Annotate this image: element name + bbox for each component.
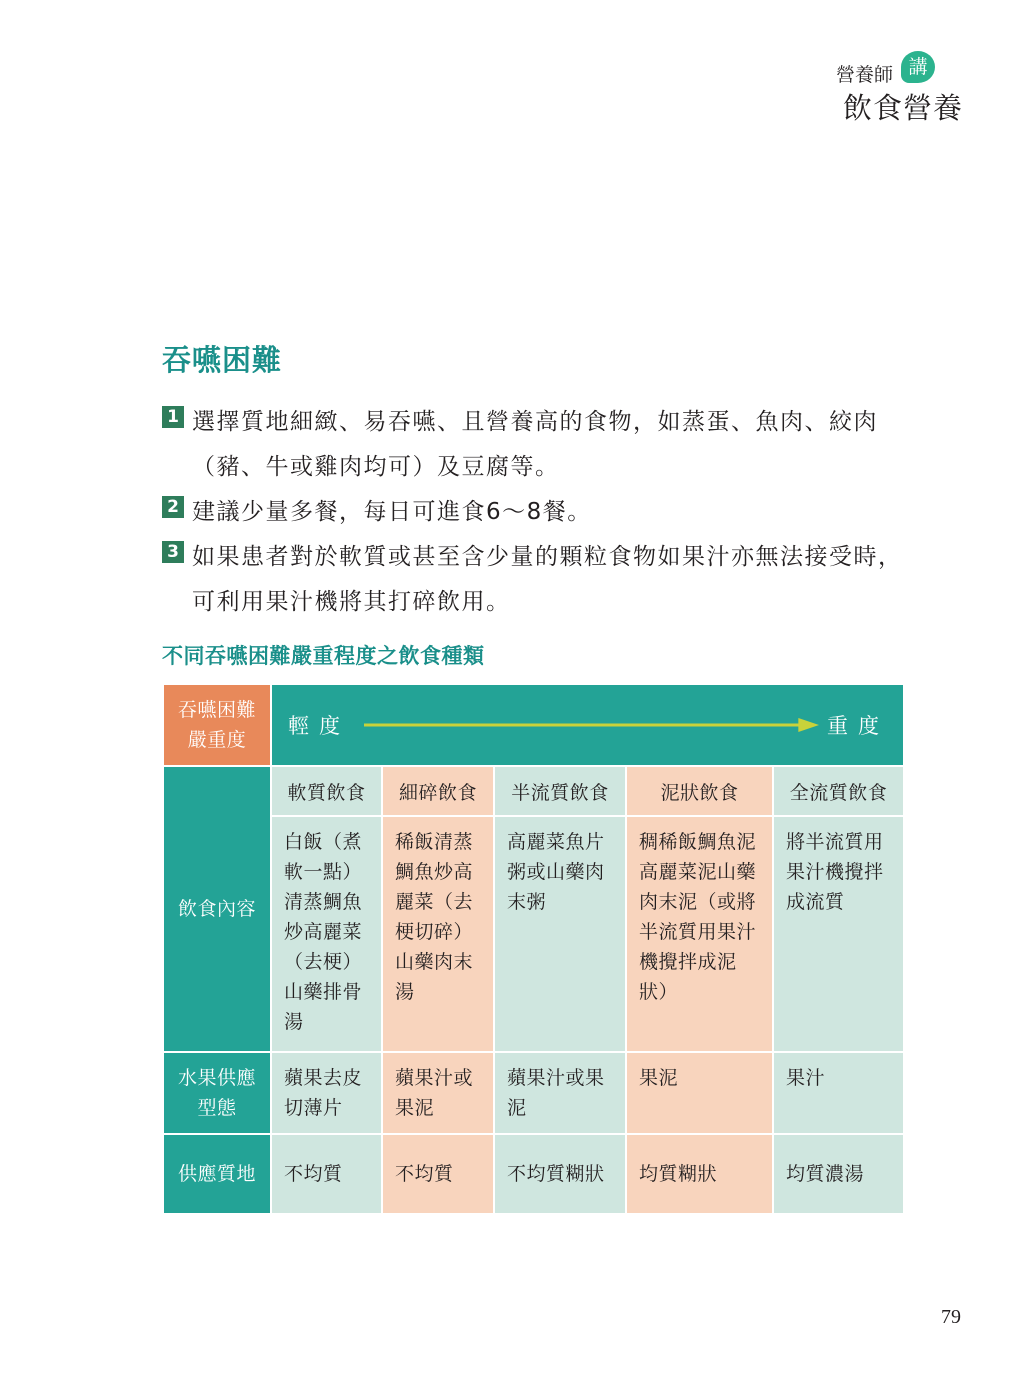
scale-mild-label: 輕度	[288, 714, 350, 738]
row-label: 供應質地	[163, 1134, 271, 1214]
table-row	[163, 684, 904, 766]
table-cell: 稀飯清蒸鯛魚炒高麗菜（去梗切碎）山藥肉末湯	[382, 816, 494, 1052]
list-item	[162, 490, 922, 535]
table-cell: 稠稀飯鯛魚泥高麗菜泥山藥肉末泥（或將半流質用果汁機攪拌成泥狀）	[626, 816, 773, 1052]
table-cell: 不均質	[271, 1134, 382, 1214]
severity-scale	[271, 684, 904, 766]
speech-bubble-icon: 講	[901, 51, 935, 83]
table-row	[163, 766, 904, 816]
table-row	[163, 816, 904, 1052]
column-header: 全流質飲食	[773, 766, 904, 816]
table-cell: 高麗菜魚片粥或山藥肉末粥	[494, 816, 626, 1052]
page-number: 79	[941, 1306, 961, 1328]
number-badge: 1	[162, 406, 184, 428]
table-cell: 蘋果去皮切薄片	[271, 1052, 382, 1134]
table-cell: 蘋果汁或果泥	[382, 1052, 494, 1134]
table-cell: 果泥	[626, 1052, 773, 1134]
row-label: 水果供應型態	[163, 1052, 271, 1134]
diet-table	[162, 683, 905, 1215]
series-label: 營養師	[835, 64, 893, 86]
table-cell: 均質糊狀	[626, 1134, 773, 1214]
tips-list	[162, 400, 922, 625]
series-title: 飲食營養	[842, 91, 963, 125]
table-cell: 果汁	[773, 1052, 904, 1134]
tip-text: 建議少量多餐，每日可進食6～8餐。	[192, 499, 592, 525]
row-label: 飲食內容	[163, 766, 271, 1052]
table-row	[163, 1052, 904, 1134]
list-item	[162, 400, 922, 490]
column-header: 軟質飲食	[271, 766, 382, 816]
table-cell: 不均質	[382, 1134, 494, 1214]
column-header: 半流質飲食	[494, 766, 626, 816]
section-title: 吞嚥困難	[162, 343, 283, 377]
table-row	[163, 1134, 904, 1214]
column-header: 細碎飲食	[382, 766, 494, 816]
book-series-logo	[793, 48, 963, 125]
arrow-right-icon	[364, 717, 819, 733]
table-cell: 不均質糊狀	[494, 1134, 626, 1214]
number-badge: 2	[162, 496, 184, 518]
severity-header: 吞嚥困難嚴重度	[163, 684, 271, 766]
tip-text: 選擇質地細緻、易吞嚥、且營養高的食物，如蒸蛋、魚肉、絞肉（豬、牛或雞肉均可）及豆腐等。	[192, 409, 878, 480]
table-cell: 白飯（煮軟一點）清蒸鯛魚炒高麗菜（去梗）山藥排骨湯	[271, 816, 382, 1052]
column-header: 泥狀飲食	[626, 766, 773, 816]
tip-text: 如果患者對於軟質或甚至含少量的顆粒食物如果汁亦無法接受時，可利用果汁機將其打碎飲用。	[192, 544, 903, 615]
scale-severe-label: 重度	[827, 714, 890, 738]
table-cell: 將半流質用果汁機攪拌成流質	[773, 816, 904, 1052]
table-cell: 蘋果汁或果泥	[494, 1052, 626, 1134]
list-item	[162, 535, 922, 625]
table-caption: 不同吞嚥困難嚴重程度之飲食種類	[162, 644, 485, 668]
number-badge: 3	[162, 541, 184, 563]
table-cell: 均質濃湯	[773, 1134, 904, 1214]
